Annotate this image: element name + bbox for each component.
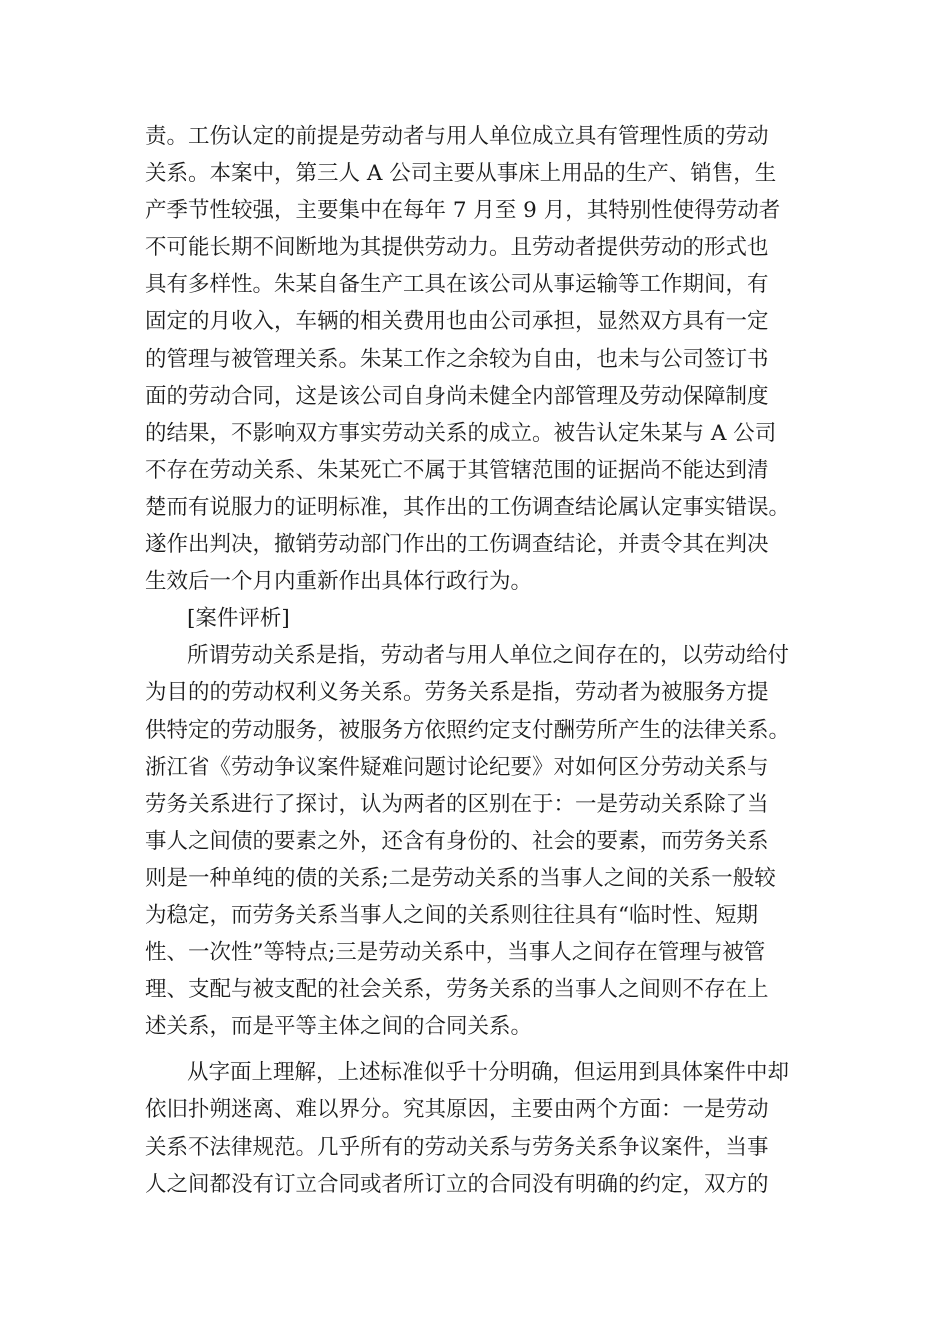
text-line: 为稳定，而劳务关系当事人之间的关系则往往具有“临时性、短期 — [145, 902, 758, 928]
text-line: 生效后一个月内重新作出具体行政行为。 — [145, 569, 533, 595]
text-line: 的结果，不影响双方事实劳动关系的成立。被告认定朱某与 A 公司 — [145, 420, 777, 446]
text-line: 人之间都没有订立合同或者所订立的合同没有明确的约定，双方的 — [145, 1171, 769, 1197]
text-line: 劳务关系进行了探讨，认为两者的区别在于：一是劳动关系除了当 — [145, 791, 769, 817]
text-line: 楚而有说服力的证明标准，其作出的工伤调查结论属认定事实错误。 — [145, 494, 791, 520]
text-line: 具有多样性。朱某自备生产工具在该公司从事运输等工作期间，有 — [145, 272, 769, 298]
text-line: 述关系，而是平等主体之间的合同关系。 — [145, 1014, 533, 1040]
paragraph-1 — [145, 118, 825, 600]
text-line: 不存在劳动关系、朱某死亡不属于其管辖范围的证据尚不能达到清 — [145, 457, 769, 483]
text-line: 关系不法律规范。几乎所有的劳动关系与劳务关系争议案件，当事 — [145, 1134, 769, 1160]
text-line: 面的劳动合同，这是该公司自身尚未健全内部管理及劳动保障制度 — [145, 383, 769, 409]
section-heading: [案件评析] — [187, 606, 290, 632]
text-line: 为目的的劳动权利义务关系。劳务关系是指，劳动者为被服务方提 — [145, 680, 769, 706]
text-line: 关系。本案中，第三人 A 公司主要从事床上用品的生产、销售，生 — [145, 161, 777, 187]
text-line: 则是一种单纯的债的关系;二是劳动关系的当事人之间的关系一般较 — [145, 865, 776, 891]
text-line: 供特定的劳动服务，被服务方依照约定支付酬劳所产生的法律关系。 — [145, 717, 791, 743]
text-line: 的管理与被管理关系。朱某工作之余较为自由，也未与公司签订书 — [145, 346, 769, 372]
text-line: 从字面上理解，上述标准似乎十分明确，但运用到具体案件中却 — [187, 1060, 790, 1086]
text-line: 理、支配与被支配的社会关系，劳务关系的当事人之间则不存在上 — [145, 977, 769, 1003]
text-line: 遂作出判决，撤销劳动部门作出的工伤调查结论，并责令其在判决 — [145, 532, 769, 558]
paragraph-2 — [145, 637, 825, 1045]
text-line: 责。工伤认定的前提是劳动者与用人单位成立具有管理性质的劳动 — [145, 124, 769, 149]
paragraph-3 — [145, 1054, 825, 1202]
text-line: 性、一次性”等特点;三是劳动关系中，当事人之间存在管理与被管 — [145, 940, 766, 966]
text-line: 不可能长期不间断地为其提供劳动力。且劳动者提供劳动的形式也 — [145, 235, 769, 261]
text-line: 产季节性较强，主要集中在每年 7 月至 9 月，其特别性使得劳动者 — [145, 198, 781, 224]
text-line: 浙江省《劳动争议案件疑难问题讨论纪要》对如何区分劳动关系与 — [145, 754, 769, 780]
text-line: 事人之间债的要素之外，还含有身份的、社会的要素，而劳务关系 — [145, 828, 769, 854]
text-line: 依旧扑朔迷离、难以界分。究其原因，主要由两个方面：一是劳动 — [145, 1097, 769, 1123]
document-page — [145, 118, 825, 1203]
text-line: 所谓劳动关系是指，劳动者与用人单位之间存在的，以劳动给付 — [187, 643, 790, 669]
text-line: 固定的月收入，车辆的相关费用也由公司承担，显然双方具有一定 — [145, 309, 769, 335]
